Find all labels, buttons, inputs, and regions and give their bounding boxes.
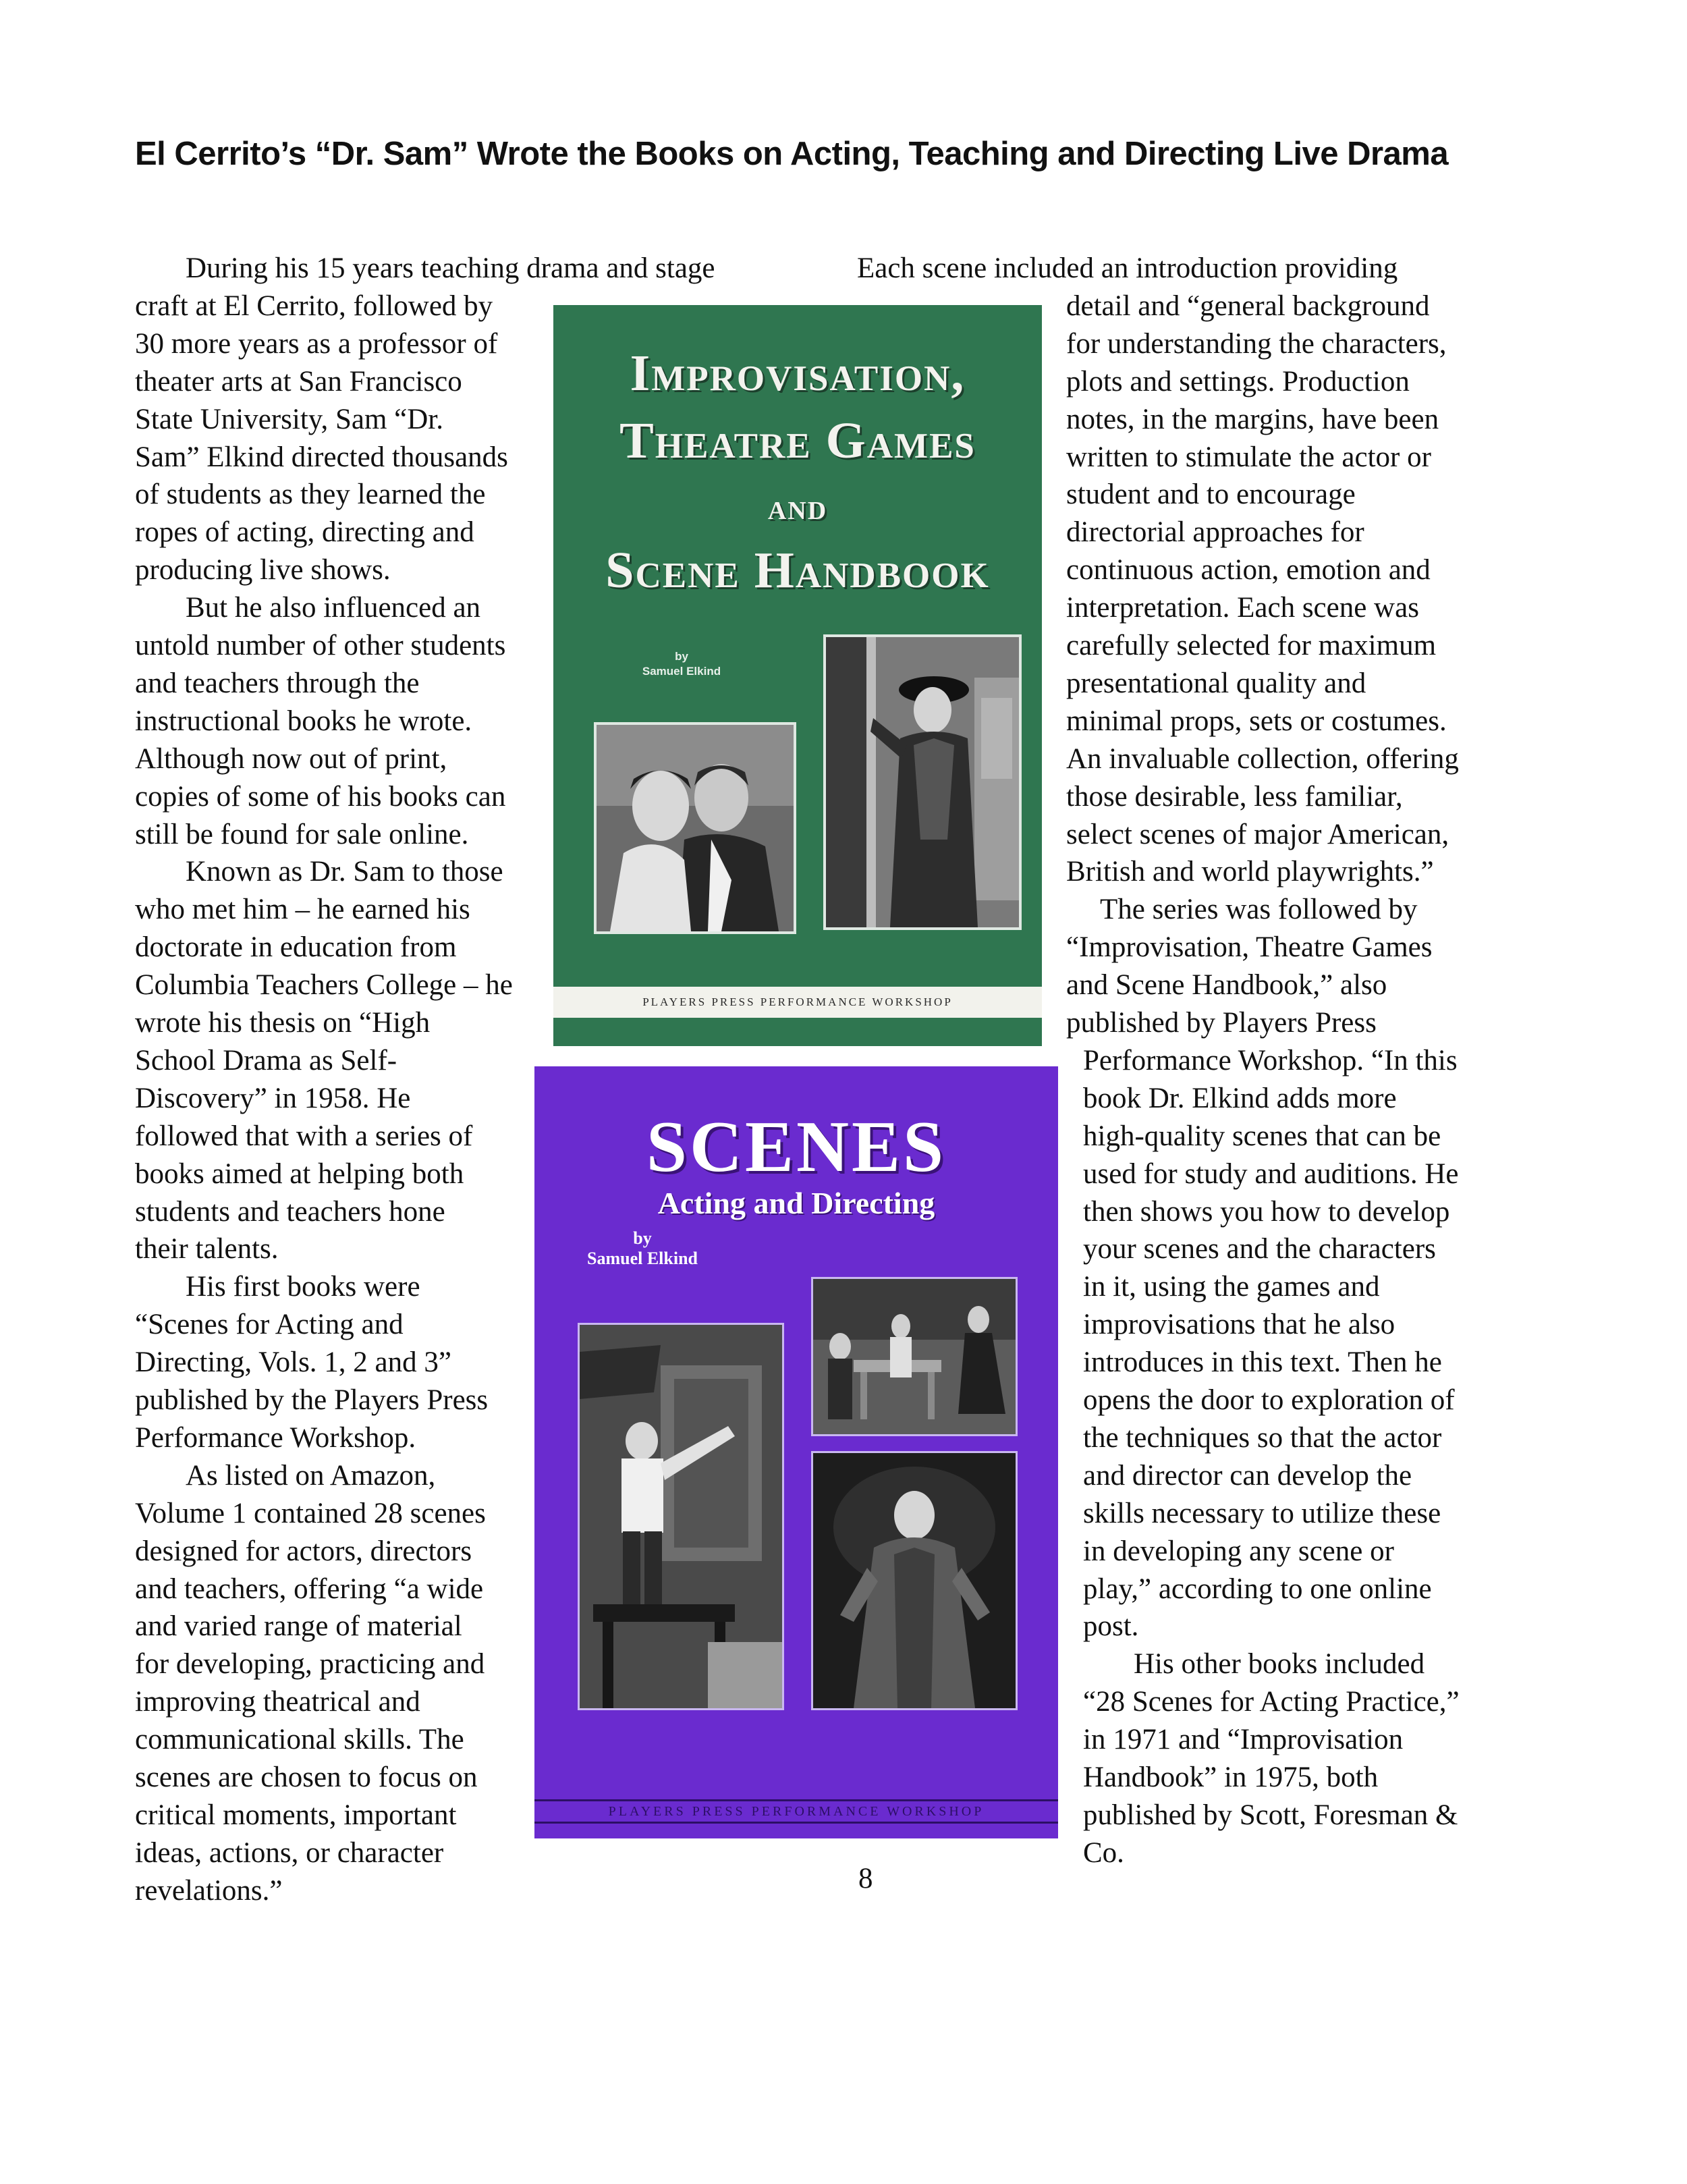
col1-text-line: Sam” Elkind directed thousands [135, 441, 508, 473]
col1-text-line: followed that with a series of [135, 1120, 473, 1152]
col1-text-line: communicational skills. The [135, 1724, 464, 1756]
col1-text-line: Performance Workshop. [135, 1421, 416, 1454]
col2-text-line: Handbook” in 1975, both [1083, 1762, 1379, 1793]
col2-text-line: continuous action, emotion and [1066, 554, 1431, 586]
col2-text-line: written to stimulate the actor or [1066, 441, 1431, 473]
col2-text-line: opens the door to exploration of [1083, 1384, 1455, 1416]
col1-text-line: for developing, practicing and [135, 1648, 485, 1681]
col1-text-line: Directing, Vols. 1, 2 and 3” [135, 1346, 451, 1379]
col2-text-line: high-quality scenes that can be [1083, 1120, 1441, 1152]
col2-text-line: those desirable, less familiar, [1066, 780, 1403, 813]
col2-text-line: directorial approaches for [1066, 516, 1364, 549]
col2-text-line: British and world playwrights.” [1066, 856, 1434, 888]
col1-text-line: Although now out of print, [135, 742, 447, 775]
improvisation-book-cover [553, 305, 1042, 1046]
col2-text-line: Each scene included an introduction providing [857, 252, 1398, 284]
col1-text-line: their talents. [135, 1233, 279, 1265]
col1-text-line: But he also influenced an [186, 592, 481, 624]
col2-text-line: for understanding the characters, [1066, 327, 1447, 360]
col2-text-line: used for study and auditions. He [1083, 1157, 1459, 1190]
col1-text-line: 30 more years as a professor of [135, 327, 498, 360]
col1-text-line: doctorate in education from [135, 931, 457, 964]
col2-text-line: select scenes of major American, [1066, 818, 1449, 850]
cover2-photo-man-in-robe [811, 1451, 1018, 1710]
cover1-publisher-band: PLAYERS PRESS PERFORMANCE WORKSHOP [553, 987, 1042, 1018]
col1-text-line: instructional books he wrote. [135, 705, 472, 737]
col1-text-line: improving theatrical and [135, 1686, 420, 1718]
col1-text-line: As listed on Amazon, [186, 1459, 436, 1492]
cover1-photo-couple [594, 722, 796, 934]
col1-text-line: ropes of acting, directing and [135, 516, 474, 549]
cover1-byline [553, 649, 810, 679]
col1-text-line: revelations.” [135, 1874, 283, 1907]
col1-text-line: wrote his thesis on “High [135, 1007, 431, 1039]
cover2-photo-group-scene [811, 1277, 1018, 1436]
cover1-title-line-3: and [767, 487, 828, 527]
col1-text-line: and teachers through the [135, 667, 420, 699]
col1-text-line: Discovery” in 1958. He [135, 1082, 411, 1114]
col1-text-line: designed for actors, directors [135, 1535, 472, 1567]
col1-text-line: During his 15 years teaching drama and stage [186, 252, 715, 284]
col2-text-line: the techniques so that the actor [1083, 1421, 1442, 1454]
col2-text-line: improvisations that he also [1083, 1309, 1395, 1341]
cover2-byline [575, 1228, 710, 1269]
col1-text-line: and varied range of material [135, 1610, 462, 1643]
col2-text-line: plots and settings. Production [1066, 365, 1410, 398]
col1-text-line: Known as Dr. Sam to those [186, 856, 503, 888]
col1-text-line: School Drama as Self- [135, 1044, 397, 1076]
col1-text-line: untold number of other students [135, 630, 506, 661]
col2-text-line: play,” according to one online [1083, 1573, 1432, 1605]
col2-text-line: Co. [1083, 1836, 1124, 1869]
cover1-author: Samuel Elkind [642, 665, 721, 678]
col1-text-line: scenes are chosen to focus on [135, 1762, 478, 1793]
cover2-by: by [633, 1228, 652, 1248]
col2-text-line: skills necessary to utilize these [1083, 1497, 1441, 1529]
col2-text-line: in it, using the games and [1083, 1271, 1380, 1303]
col2-text-line: interpretation. Each scene was [1066, 592, 1419, 624]
col1-text-line: ideas, actions, or character [135, 1836, 444, 1869]
col1-text-line: who met him – he earned his [135, 894, 470, 926]
col2-text-line: in developing any scene or [1083, 1535, 1394, 1567]
col2-text-line: minimal props, sets or costumes. [1066, 705, 1447, 737]
col2-text-line: presentational quality and [1066, 667, 1366, 699]
page-number: 8 [858, 1863, 873, 1894]
cover2-title: SCENES [646, 1107, 947, 1187]
col2-text-line: “Improvisation, Theatre Games [1066, 931, 1433, 964]
col2-text-line: notes, in the margins, have been [1066, 403, 1439, 435]
col1-text-line: of students as they learned the [135, 479, 486, 511]
cover1-bottom-stripe [553, 1022, 1042, 1046]
col2-text-line: and Scene Handbook,” also [1066, 969, 1387, 1002]
scenes-book-cover [534, 1066, 1058, 1838]
col1-text-line: copies of some of his books can [135, 780, 506, 813]
col2-text-line: published by Scott, Foresman & [1083, 1799, 1458, 1831]
col1-text-line: craft at El Cerrito, followed by [135, 290, 493, 322]
col1-text-line: Columbia Teachers College – he [135, 969, 513, 1002]
col2-text-line: student and to encourage [1066, 479, 1356, 511]
col1-text-line: and teachers, offering “a wide [135, 1573, 484, 1605]
col2-text-line: “28 Scenes for Acting Practice,” [1083, 1686, 1460, 1718]
cover2-author: Samuel Elkind [586, 1249, 698, 1268]
col1-text-line: still be found for sale online. [135, 818, 469, 850]
col1-text-line: critical moments, important [135, 1799, 457, 1831]
col1-text-line: State University, Sam “Dr. [135, 403, 444, 435]
col1-text-line: producing live shows. [135, 554, 391, 586]
col2-text-line: Performance Workshop. “In this [1083, 1044, 1458, 1076]
col2-text-line: published by Players Press [1066, 1007, 1377, 1039]
col2-text-line: detail and “general background [1066, 290, 1430, 322]
col1-text-line: books aimed at helping both [135, 1157, 464, 1190]
cover2-photo-man-on-table [578, 1323, 784, 1710]
cover1-title-line-1: Improvisation, [630, 345, 966, 402]
col2-text-line: in 1971 and “Improvisation [1083, 1724, 1404, 1756]
cover1-title-line-4: Scene Handbook [605, 542, 990, 599]
col2-text-line: your scenes and the characters [1083, 1233, 1436, 1265]
col2-text-line: post. [1083, 1610, 1139, 1643]
cover1-title-line-2: Theatre Games [619, 412, 976, 469]
col2-text-line: book Dr. Elkind adds more [1083, 1082, 1397, 1114]
col1-text-line: His first books were [186, 1271, 420, 1303]
col1-text-line: theater arts at San Francisco [135, 365, 462, 398]
cover2-publisher-band: PLAYERS PRESS PERFORMANCE WORKSHOP [534, 1799, 1058, 1824]
page-title: El Cerrito’s “Dr. Sam” Wrote the Books on Acting, Teaching and Directing Live Drama [135, 136, 1449, 172]
col2-text-line: introduces in this text. Then he [1083, 1346, 1442, 1379]
col2-text-line: then shows you how to develop [1083, 1195, 1450, 1228]
col1-text-line: Volume 1 contained 28 scenes [135, 1497, 486, 1529]
cover2-subtitle: Acting and Directing [657, 1186, 935, 1220]
cover1-by: by [675, 650, 688, 663]
col1-text-line: “Scenes for Acting and [135, 1309, 404, 1341]
col2-text-line: and director can develop the [1083, 1459, 1412, 1492]
col2-text-line: The series was followed by [1100, 894, 1418, 926]
col2-text-line: An invaluable collection, offering [1066, 742, 1459, 775]
cover1-photo-woman-doorway [823, 634, 1022, 930]
col2-text-line: carefully selected for maximum [1066, 630, 1437, 661]
col1-text-line: published by the Players Press [135, 1384, 489, 1416]
col1-text-line: students and teachers hone [135, 1195, 445, 1228]
col2-text-line: His other books included [1134, 1648, 1425, 1681]
